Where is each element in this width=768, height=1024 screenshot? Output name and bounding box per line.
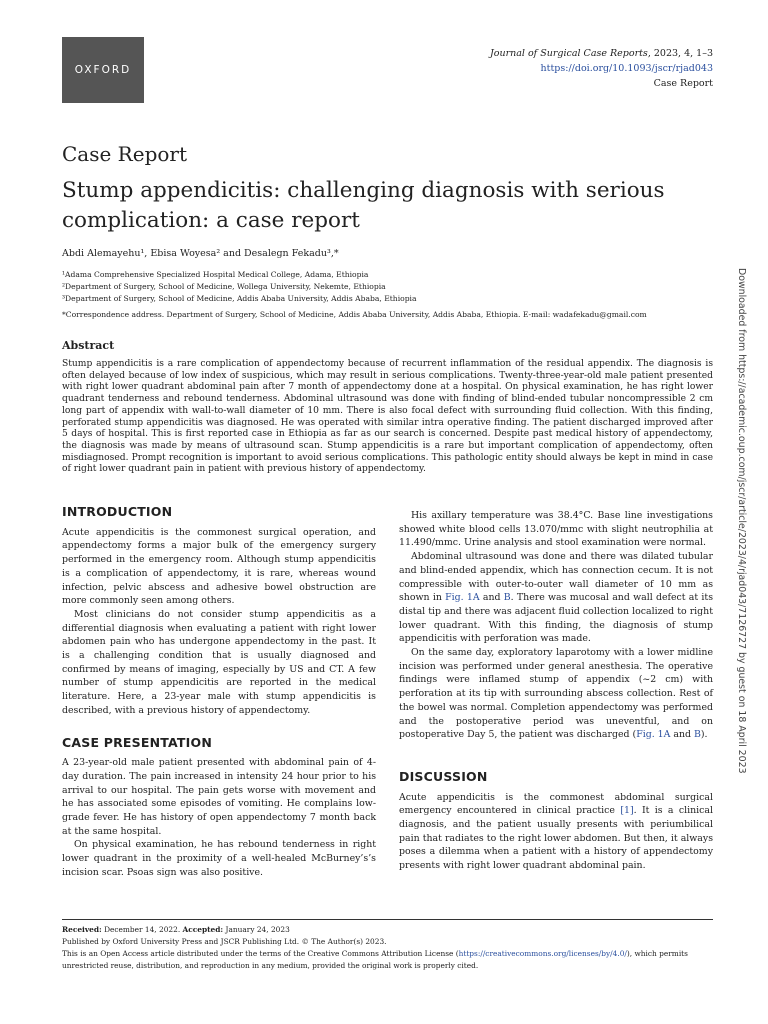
case-paragraph-1: A 23-year-old male patient presented with abdominal pain of 4-day duration. The pain increased in intensity 24 hour prior to his arrival to our hospital. The pain gets worse with movement and he has associated some episodes of vomiting. He complains low-grade fever. He has history of open appendectomy 7 month back at the same hospital. (62, 757, 376, 837)
download-notice: Downloaded from https://academic.oup.com/jscr/article/2023/4/rjad043/7126727 by guest on 18 April 2023 (736, 268, 747, 774)
fig-1a-link[interactable]: Fig. 1A (445, 592, 480, 604)
case-paragraph-4: Abdominal ultrasound was done and there was dilated tubular and blind-ended appendix, which has connection cecum. It is not compressible with outer-to-outer wall diameter of 10 mm as shown in Fig. 1A and B. There was mucosal and wall defect at its distal tip and there was adjacent fluid collection localized to right lower quadrant. With this finding, the diagnosis of stump appendicitis with perforation was made. (399, 551, 713, 645)
case-paragraph-2: On physical examination, he has rebound tenderness in right lower quadrant in the proximity of a well-healed McBurney’s’s incision scar. Psoas sign was also positive. (62, 839, 376, 878)
intro-paragraph-1: Acute appendicitis is the commonest surgical operation, and appendectomy forms a major bulk of the emergency surgery performed in the emergency room. Although stump appendicitis is a complication of appendectomy, it is rare, whereas wound infection, pelvic abscess and adhesive bowel obstruction are more commonly seen among others. (62, 526, 376, 607)
affiliations (62, 269, 417, 305)
journal-name: Journal of Surgical Case Reports (489, 48, 648, 59)
journal-article-type: Case Report (653, 78, 713, 89)
footer (62, 924, 713, 972)
correspondence: *Correspondence address. Department of Surgery, School of Medicine, Addis Ababa University, Addis Ababa, Ethiopia. E-mail: wadafekadu@gmail.com (62, 310, 647, 319)
fig-1b-link-2[interactable]: B (693, 729, 701, 741)
discussion-heading: DISCUSSION (399, 768, 488, 784)
affiliation-3: ³Department of Surgery, School of Medicine, Addis Ababa University, Addis Ababa, Ethiopia (62, 294, 417, 303)
publisher-line: Published by Oxford University Press and JSCR Publishing Ltd. © The Author(s) 2023. (62, 937, 387, 946)
fig-1a-link-2[interactable]: Fig. 1A (636, 729, 671, 741)
oxford-logo (62, 37, 144, 103)
journal-volume: , 2023, 4, 1–3 (647, 48, 713, 59)
case-paragraph-3: His axillary temperature was 38.4°C. Base line investigations showed white blood cells 13.070/mmc with slight neutrophilia at 11.490/mmc. Urine analysis and stool examination were normal. (399, 510, 713, 549)
intro-paragraph-2: Most clinicians do not consider stump appendicitis as a differential diagnosis when evaluating a patient with right lower abdomen pain who has undergone appendectomy in the past. It is a challenging condition that is usually diagnosed and confirmed by means of imaging, especially by US and CT. A few number of stump appendicitis are reported in the medical literature. Here, a 23-year male with stump appendicitis is described, with a previous history of appendectomy. (62, 608, 376, 716)
license-line: This is an Open Access article distributed under the terms of the Creative Commons Attribution License (https://creativecommons.org/licenses/by/4.0/), which permits unrestricted reuse, distribution, and reproduction in any medium, provided the original work is properly cited. (62, 949, 688, 970)
article-type: Case Report (62, 142, 188, 166)
dates-line: Received: December 14, 2022. Accepted: January 24, 2023 (62, 925, 290, 934)
case-paragraph-5: On the same day, exploratory laparotomy with a lower midline incision was performed under general anesthesia. The operative findings were inflamed stump of appendix (~2 cm) with perforation at its tip with surrounding abscess collection. Rest of the bowel was normal. Completion appendectomy was performed and the postoperative period was uneventful, and on postoperative Day 5, the patient was discharged (Fig. 1A and B). (399, 647, 713, 741)
abstract-text: Stump appendicitis is a rare complication of appendectomy because of recurrent inflammation of the residual appendix. The diagnosis is often delayed because of low index of suspicious, which may result in serious complications. Twenty-three-year-old male patient presented with right lower quadrant abdominal pain after 7 month of appendectomy done at a hospital. On physical examination, he has right lower quadrant tenderness and rebound tenderness. Abdominal ultrasound was done with finding of blind-ended tubular noncompressible 2 cm long part of appendix with wall-to-wall diameter of 10 mm. There is also focal defect with surrounding fluid collection. With this finding, perforated stump appendicitis was diagnosed. He was operated with similar intra operative finding. The patient discharged improved after 5 days of hospital. This is first reported case in Ethiopia as far as our search is concerned. Despite past medical history of appendectomy, the diagnosis was made by means of ultrasound scan. Stump appendicitis is a rare but important complication of appendectomy, often misdiagnosed. Prompt recognition is important to avoid serious complications. This pathologic entity should always be kept in mind in case of right lower quadrant pain in patient with previous history of appendectomy. (62, 359, 713, 475)
article-title: Stump appendicitis: challenging diagnosis with serious complication: a case report (62, 178, 665, 233)
right-column (399, 509, 713, 873)
affiliation-2: ²Department of Surgery, School of Medicine, Wollega University, Nekemte, Ethiopia (62, 282, 386, 291)
fig-1b-link[interactable]: B (503, 592, 511, 604)
author-list: Abdi Alemayehu¹, Ebisa Woyesa² and Desalegn Fekadu³,* (62, 248, 339, 259)
doi-link[interactable]: https://doi.org/10.1093/jscr/rjad043 (540, 63, 713, 74)
affiliation-1: ¹Adama Comprehensive Specialized Hospital Medical College, Adama, Ethiopia (62, 270, 369, 279)
abstract-heading: Abstract (62, 339, 115, 352)
case-heading: CASE PRESENTATION (62, 734, 212, 750)
logo-text: OXFORD (74, 64, 132, 76)
journal-meta (490, 46, 713, 91)
discussion-paragraph-1: Acute appendicitis is the commonest abdominal surgical emergency encountered in clinical practice [1]. It is a clinical diagnosis, and the patient usually presents with periumbilical pain that radiates to the right lower abdomen. But then, it always poses a dilemma when a patient with a history of appendectomy presents with right lower quadrant abdominal pain. (399, 791, 713, 872)
footer-divider (62, 919, 713, 920)
intro-heading: INTRODUCTION (62, 504, 173, 519)
license-link[interactable]: https://creativecommons.org/licenses/by/4.0/ (458, 949, 627, 958)
reference-1-link[interactable]: [1] (620, 805, 634, 817)
left-column (62, 505, 376, 880)
